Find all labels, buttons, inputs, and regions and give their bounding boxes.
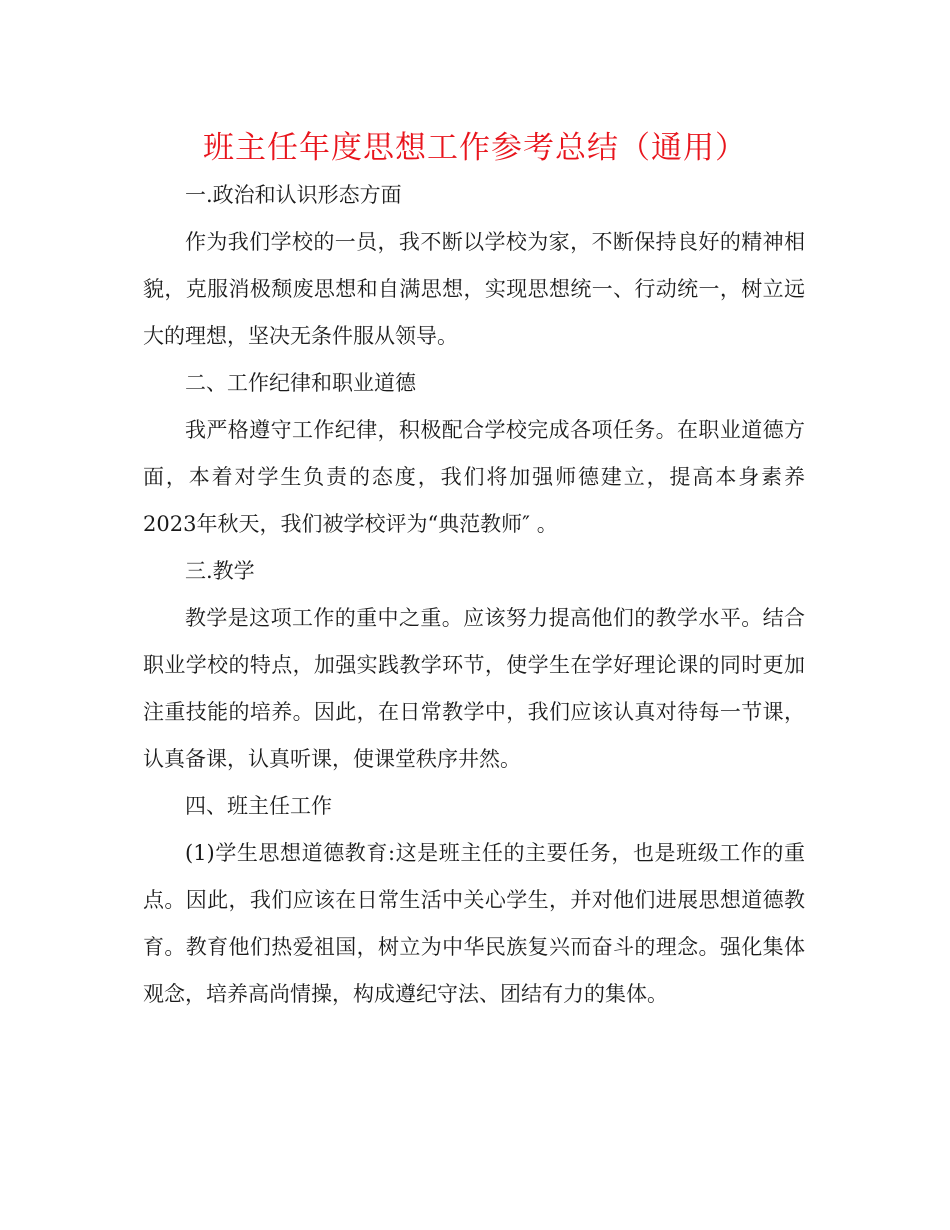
- section-heading-1: 一.政治和认识形态方面: [185, 183, 402, 207]
- section-paragraph-1: 作为我们学校的一员，我不断以学校为家，不断保持良好的精神相貌，克服消极颓废思想和自满思想，实现思想统一、行动统一，树立远大的理想，坚决无条件服从领导。: [143, 230, 805, 348]
- section-paragraph-3: 教学是这项工作的重中之重。应该努力提高他们的教学水平。结合职业学校的特点，加强实践教学环节，使学生在学好理论课的同时更加注重技能的培养。因此，在日常教学中，我们应该认真对待每一节课，认真备课，认真听课，使课堂秩序井然。: [143, 606, 805, 771]
- document-body: [143, 172, 805, 1018]
- document-title: 班主任年度思想工作参考总结（通用）: [203, 130, 747, 166]
- section-heading-4: 四、班主任工作: [185, 794, 332, 818]
- section-heading-2: 二、工作纪律和职业道德: [185, 371, 416, 395]
- section-heading-3: 三.教学: [185, 559, 255, 583]
- section-paragraph-2: 我严格遵守工作纪律，积极配合学校完成各项任务。在职业道德方面，本着对学生负责的态度，我们将加强师德建立，提高本身素养2023年秋天，我们被学校评为“典范教师″ 。: [143, 418, 805, 536]
- section-paragraph-4: (1)学生思想道德教育:这是班主任的主要任务，也是班级工作的重点。因此，我们应该在日常生活中关心学生，并对他们进展思想道德教育。教育他们热爱祖国，树立为中华民族复兴而奋斗的理念。强化集体观念，培养高尚情操，构成遵纪守法、团结有力的集体。: [143, 841, 805, 1006]
